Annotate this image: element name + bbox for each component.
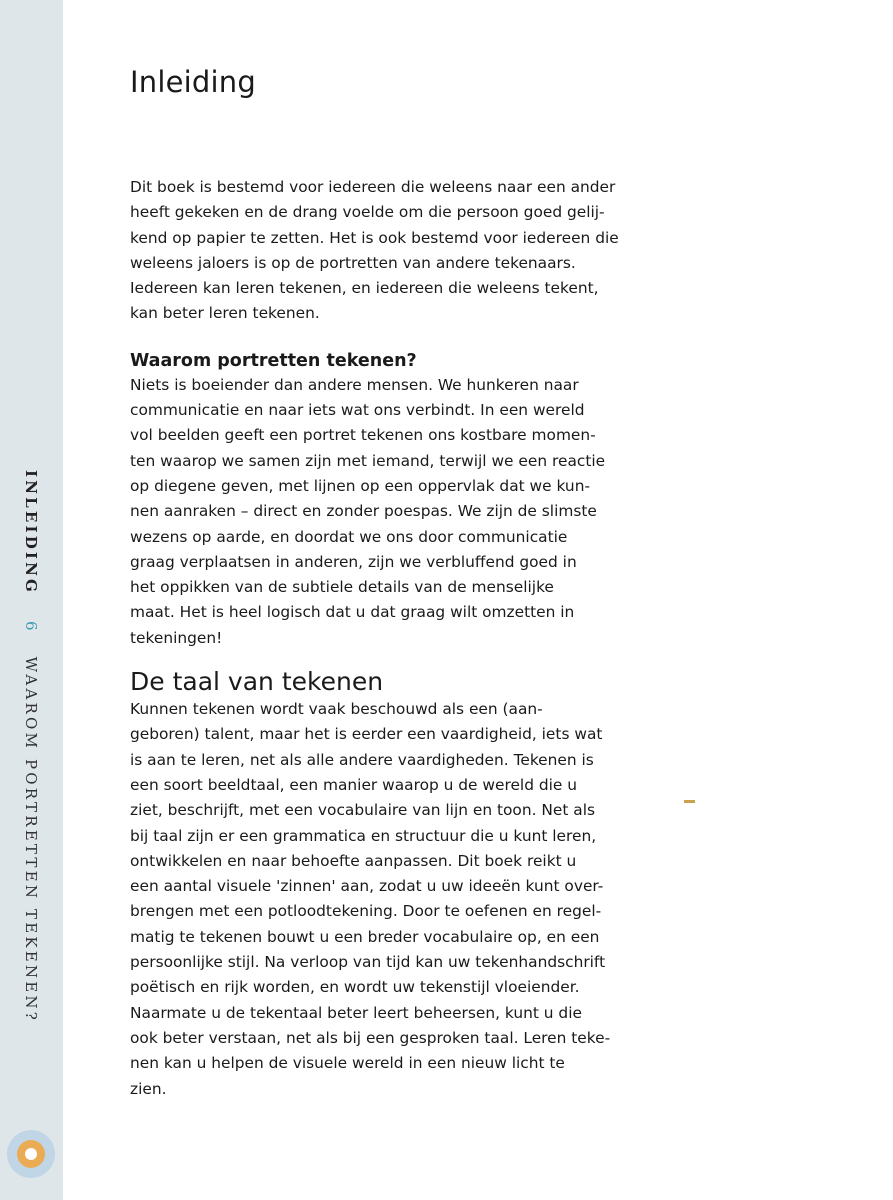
page-title: Inleiding <box>130 65 256 99</box>
text-line: geboren) talent, maar het is eerder een vaardigheid, iets wat <box>130 725 603 744</box>
text-line: matig te tekenen bouwt u een breder vocabulaire op, en een <box>130 927 600 946</box>
section-label: WAAROM PORTRETTEN TEKENEN? <box>22 656 40 1023</box>
running-header <box>22 470 40 1023</box>
section-heading: De taal van tekenen <box>130 667 384 697</box>
text-line: is aan te leren, net als alle andere vaardigheden. Tekenen is <box>130 750 594 769</box>
text-line: vol beelden geeft een portret tekenen ons kostbare momen- <box>130 426 596 445</box>
text-line: kend op papier te zetten. Het is ook bestemd voor iedereen die <box>130 228 619 247</box>
text-line: nen aanraken – direct en zonder poespas. We zijn de slimste <box>130 502 597 521</box>
text-line: ook beter verstaan, net als bij een gesproken taal. Leren teke- <box>130 1028 611 1047</box>
text-line: heeft gekeken en de drang voelde om die persoon goed gelij- <box>130 203 605 222</box>
text-line: een aantal visuele 'zinnen' aan, zodat u uw ideeën kunt over- <box>130 877 604 896</box>
text-line: brengen met een potloodtekening. Door te oefenen en regel- <box>130 902 602 921</box>
text-line: Naarmate u de tekentaal beter leert beheersen, kunt u die <box>130 1003 582 1022</box>
sidebar-strip <box>0 0 63 1200</box>
text-line: nen kan u helpen de visuele wereld in een nieuw licht te <box>130 1054 565 1073</box>
text-line: Niets is boeiender dan andere mensen. We hunkeren naar <box>130 375 579 394</box>
text-line: communicatie en naar iets wat ons verbindt. In een wereld <box>130 401 585 420</box>
text-line: ontwikkelen en naar behoefte aanpassen. Dit boek reikt u <box>130 851 577 870</box>
text-line: ten waarop we samen zijn met iemand, terwijl we een reactie <box>130 451 606 470</box>
text-line: op diegene geven, met lijnen op een oppervlak dat we kun- <box>130 476 590 495</box>
text-line: maat. Het is heel logisch dat u dat graag wilt omzetten in <box>130 603 575 622</box>
text-line: poëtisch en rijk worden, en wordt uw tekenstijl vloeiender. <box>130 978 580 997</box>
text-line: Iedereen kan leren tekenen, en iedereen die weleens tekent, <box>130 279 599 298</box>
page-content <box>130 62 690 1102</box>
text-line: het oppikken van de subtiele details van de menselijke <box>130 578 554 597</box>
text-line: persoonlijke stijl. Na verloop van tijd kan uw tekenhandschrift <box>130 953 606 972</box>
text-line: bij taal zijn er een grammatica en structuur die u kunt leren, <box>130 826 597 845</box>
margin-mark <box>684 800 695 803</box>
text-line: tekeningen! <box>130 628 223 647</box>
language-paragraph <box>130 697 690 1102</box>
text-line: een soort beeldtaal, een manier waarop u de wereld die u <box>130 775 578 794</box>
text-line: ziet, beschrijft, met een vocabulaire van lijn en toon. Net als <box>130 801 596 820</box>
text-line: graag verplaatsen in anderen, zijn we verbluffend goed in <box>130 552 577 571</box>
why-paragraph <box>130 373 690 651</box>
page-number: 6 <box>22 621 40 631</box>
text-line: Kunnen tekenen wordt vaak beschouwd als een (aan- <box>130 700 543 719</box>
chapter-label: INLEIDING <box>22 470 40 596</box>
text-line: zien. <box>130 1079 167 1098</box>
text-line: wezens op aarde, en doordat we ons door communicatie <box>130 527 568 546</box>
intro-paragraph <box>130 175 690 327</box>
text-line: kan beter leren tekenen. <box>130 304 320 323</box>
text-line: Dit boek is bestemd voor iedereen die weleens naar een ander <box>130 178 616 196</box>
text-line: weleens jaloers is op de portretten van andere tekenaars. <box>130 253 576 272</box>
subheading-why: Waarom portretten tekenen? <box>130 350 417 371</box>
site-logo-icon <box>0 1125 62 1183</box>
